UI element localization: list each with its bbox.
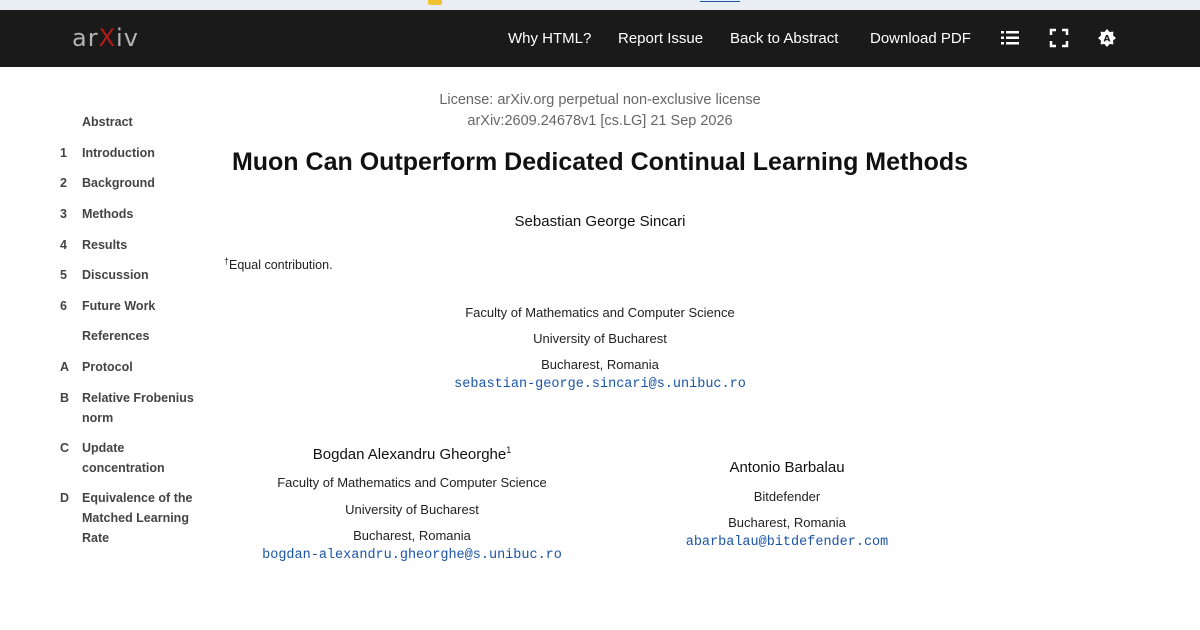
author-3-affiliation-company: Bitdefender [753,489,821,504]
toc-item-references[interactable]: References [82,329,150,343]
dagger-mark: † [224,256,230,266]
arxiv-logo[interactable]: arXiv [72,24,139,52]
author-2-sup: 1 [506,445,512,455]
author-2-affiliation-univ: University of Bucharest [345,502,479,517]
toc-item-background[interactable]: 2 Background [60,176,155,190]
author-name-3: Antonio Barbalau [729,459,845,476]
author-1-affiliation-city: Bucharest, Romania [541,357,659,372]
author-name-1: Sebastian George Sincari [514,213,686,230]
toc-item-methods[interactable]: 3 Methods [60,207,134,221]
toc-item-future-work[interactable]: 6 Future Work [60,299,156,313]
author-name-2: Bogdan Alexandru Gheorghe$^1$ [312,445,512,463]
author-1-email[interactable]: sebastian-george.sincari@s.unibuc.ro [454,377,746,392]
arxiv-id-line: arXiv:2609.24678v1 [cs.LG] 21 Sep 2026 [467,113,733,129]
back-to-abstract-link[interactable]: Back to Abstract [730,30,839,47]
toc-item-results[interactable]: 4 Results [60,238,128,252]
toc-item-update-concentration[interactable]: C Update concentration [60,441,165,475]
toc-item-introduction[interactable]: 1 Introduction [60,146,155,160]
license-line[interactable]: License: arXiv.org perpetual non-exclusive license [439,92,761,108]
author-2-email[interactable]: bogdan-alexandru.gheorghe@s.unibuc.ro [262,548,562,563]
author-2-affiliation-city: Bucharest, Romania [353,528,471,543]
report-issue-link[interactable]: Report Issue [618,30,704,47]
download-pdf-link[interactable]: Download PDF [870,30,971,47]
toc-item-relative-frobenius-norm[interactable]: B Relative Frobenius norm [60,391,194,425]
toc-item-discussion[interactable]: 5 Discussion [60,268,149,282]
why-html-link[interactable]: Why HTML? [508,30,592,47]
fullscreen-icon[interactable] [1049,28,1069,48]
author-2-affiliation-dept: Faculty of Mathematics and Computer Science [277,475,547,490]
toc-item-abstract[interactable]: Abstract [82,115,133,129]
list-icon[interactable] [1000,28,1020,48]
navbar [0,10,1200,67]
author-3-email[interactable]: abarbalau@bitdefender.com [685,535,889,550]
theme-icon[interactable] [1097,28,1117,48]
equal-contribution-note: †Equal contribution. [224,256,333,273]
author-3-affiliation-city: Bucharest, Romania [728,515,846,530]
toc-item-equivalence-matched-lr[interactable]: D Equivalence of the Matched Learning Rate [60,491,193,545]
author-1-affiliation-dept: Faculty of Mathematics and Computer Science [465,305,735,320]
banner-icon [428,0,442,5]
banner-link[interactable] [700,0,740,2]
svg-text:A: A [1103,34,1111,45]
paper-title: Muon Can Outperform Dedicated Continual Learning Methods [231,148,969,176]
author-1-affiliation-univ: University of Bucharest [533,331,667,346]
toc-item-protocol[interactable]: A Protocol [60,360,133,374]
browser-banner-strip [0,0,1200,10]
